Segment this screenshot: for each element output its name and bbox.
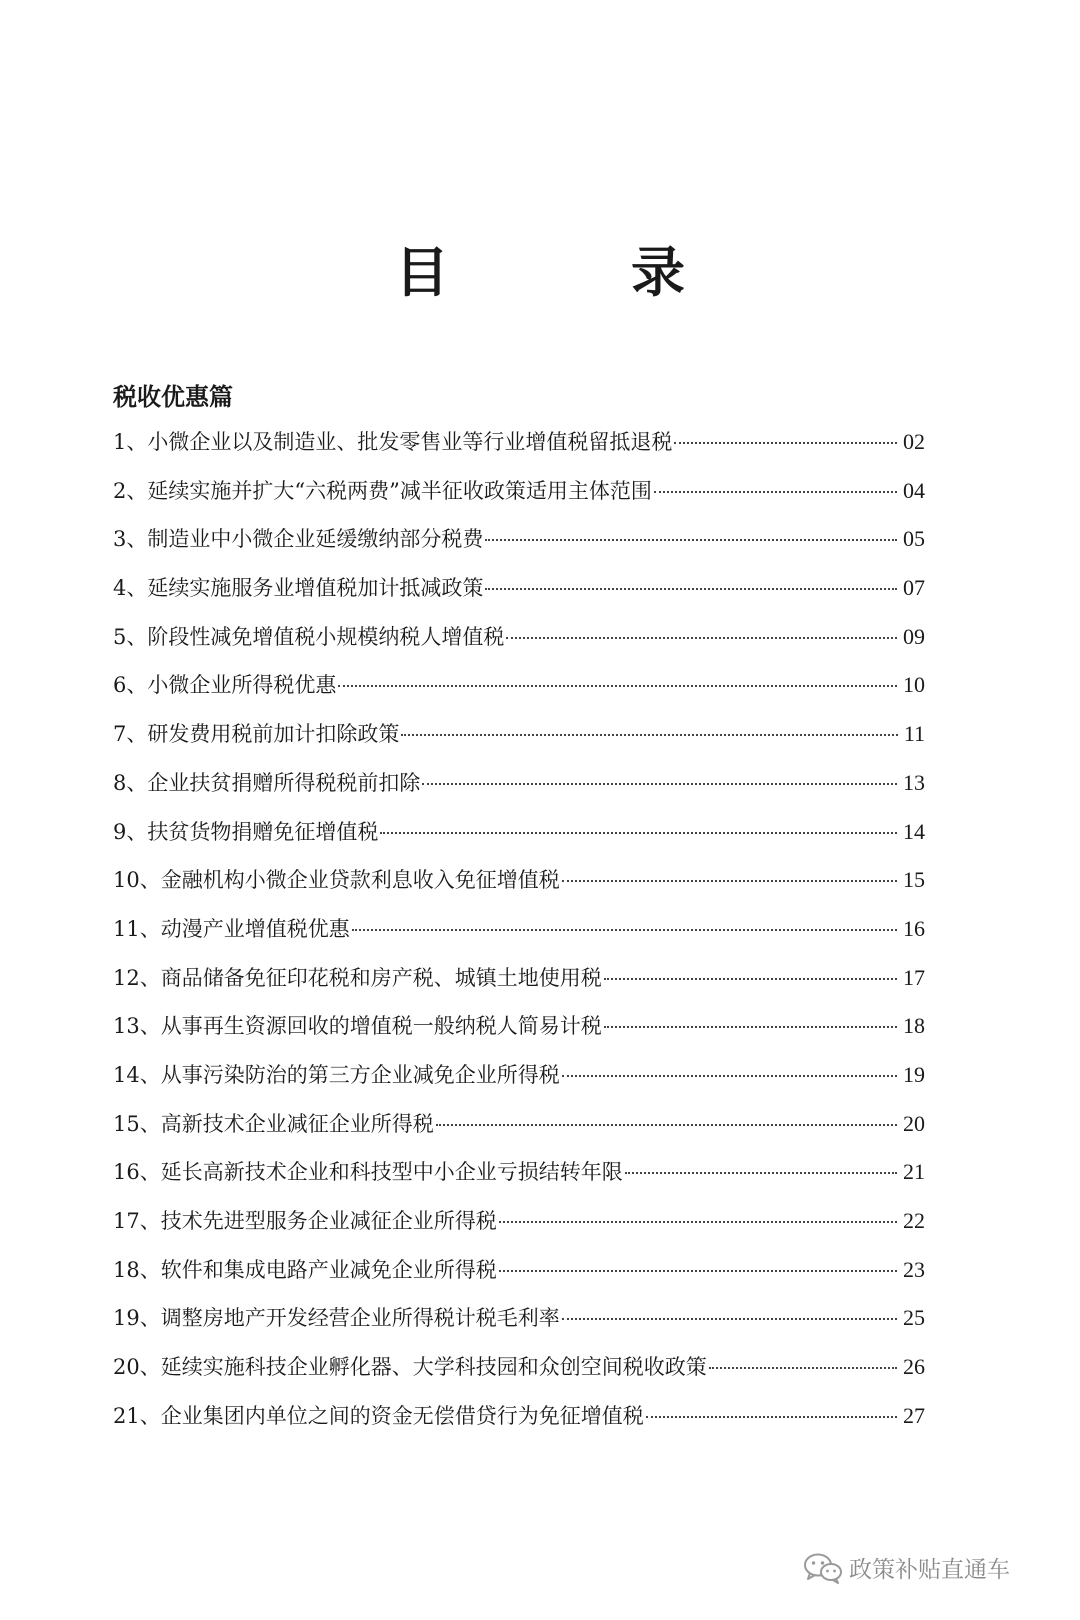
toc-entry-number: 9、 <box>113 819 148 844</box>
toc-entry-number: 5、 <box>113 624 148 649</box>
toc-entry-title: 动漫产业增值税优惠 <box>160 916 350 941</box>
toc-entry-title: 技术先进型服务企业减征企业所得税 <box>160 1209 497 1233</box>
toc-entry[interactable] <box>113 1005 925 1054</box>
dot-leader <box>401 734 897 736</box>
toc-entry[interactable] <box>113 1200 925 1249</box>
toc-entry-number: 6、 <box>113 673 148 698</box>
toc-entry-title: 从事再生资源回收的增值税一般纳税人简易计税 <box>160 1014 602 1039</box>
dot-leader <box>506 637 897 639</box>
toc-entry-page: 23 <box>903 1256 925 1282</box>
dot-leader <box>499 1270 897 1272</box>
toc-entry-page: 10 <box>903 672 925 698</box>
toc-entry[interactable] <box>113 421 925 470</box>
toc-entry-title: 从事污染防治的第三方企业减免企业所得税 <box>160 1062 560 1087</box>
toc-entry-title: 延续实施科技企业孵化器、大学科技园和众创空间税收政策 <box>160 1355 707 1380</box>
toc-entry-page: 11 <box>903 721 925 747</box>
dot-leader <box>562 1075 897 1077</box>
toc-entry-title: 高新技术企业减征企业所得税 <box>160 1111 434 1136</box>
toc-entry-title: 延续实施服务业增值税加计抵减政策 <box>147 576 484 601</box>
toc-entry-page: 13 <box>903 769 925 795</box>
toc-entry-number: 4、 <box>113 576 148 601</box>
toc-entry-number: 3、 <box>113 527 148 552</box>
toc-entry[interactable] <box>113 1103 925 1152</box>
dot-leader <box>562 1318 897 1320</box>
toc-entry-page: 19 <box>903 1061 925 1087</box>
dot-leader <box>485 588 897 590</box>
toc-entry-number: 11、 <box>113 916 161 941</box>
toc-entry[interactable] <box>113 908 925 957</box>
toc-entry-number: 15、 <box>113 1111 161 1136</box>
toc-entry-title: 软件和集成电路产业减免企业所得税 <box>160 1257 497 1282</box>
dot-leader <box>709 1367 897 1369</box>
toc-entry[interactable] <box>113 470 925 519</box>
toc-entry-page: 05 <box>903 526 925 552</box>
toc-entry[interactable] <box>113 664 925 713</box>
section-heading: 税收优惠篇 <box>113 383 233 411</box>
toc-entry-number: 14、 <box>113 1062 161 1087</box>
toc-entry-title: 调整房地产开发经营企业所得税计税毛利率 <box>160 1306 560 1331</box>
dot-leader <box>562 880 897 882</box>
toc-entry-page: 20 <box>903 1110 925 1136</box>
toc-entry[interactable] <box>113 713 925 762</box>
dot-leader <box>352 929 897 931</box>
toc-entry-number: 12、 <box>113 965 161 990</box>
toc-entry-title: 延长高新技术企业和科技型中小企业亏损结转年限 <box>160 1160 623 1185</box>
dot-leader <box>338 685 897 687</box>
toc-entry-number: 8、 <box>113 770 148 795</box>
dot-leader <box>654 491 897 493</box>
toc-entry[interactable] <box>113 1151 925 1200</box>
toc-entry-page: 04 <box>903 477 925 503</box>
toc-entry-title: 商品储备免征印花税和房产税、城镇土地使用税 <box>160 965 602 990</box>
toc-entry[interactable] <box>113 1346 925 1395</box>
toc-entry-title: 研发费用税前加计扣除政策 <box>147 722 400 747</box>
dot-leader <box>436 1124 897 1126</box>
toc-entry[interactable] <box>113 1297 925 1346</box>
toc-entry-page: 27 <box>903 1402 925 1428</box>
toc-entry[interactable] <box>113 1395 925 1444</box>
toc-entry-page: 16 <box>903 915 925 941</box>
toc-entry-page: 09 <box>903 623 925 649</box>
toc-entry-page: 07 <box>903 575 925 601</box>
toc-entry-page: 22 <box>903 1208 925 1233</box>
toc-entry-number: 21、 <box>113 1403 161 1428</box>
toc-entry-title: 阶段性减免增值税小规模纳税人增值税 <box>147 624 505 649</box>
toc-entry-title: 小微企业以及制造业、批发零售业等行业增值税留抵退税 <box>147 430 673 454</box>
toc-entry-title: 企业集团内单位之间的资金无偿借贷行为免征增值税 <box>160 1403 644 1428</box>
toc-entry[interactable] <box>113 1249 925 1298</box>
dot-leader <box>380 832 897 834</box>
toc-entry-page: 26 <box>903 1354 925 1380</box>
toc-entry-title: 扶贫货物捐赠免征增值税 <box>147 819 379 844</box>
toc-entry[interactable] <box>113 762 925 811</box>
toc-entry-title: 企业扶贫捐赠所得税税前扣除 <box>147 770 421 795</box>
page-title: 目 录 <box>395 240 749 304</box>
wechat-icon <box>803 1552 843 1584</box>
toc-entry-number: 1、 <box>113 430 148 454</box>
toc-entry-page: 17 <box>903 964 925 990</box>
toc-entry[interactable] <box>113 957 925 1006</box>
toc-entry-page: 25 <box>903 1305 925 1331</box>
table-of-contents <box>113 421 925 1443</box>
toc-entry-title: 小微企业所得税优惠 <box>147 673 337 698</box>
toc-entry-number: 18、 <box>113 1257 161 1282</box>
dot-leader <box>674 442 897 444</box>
dot-leader <box>604 1026 897 1028</box>
watermark-label: 政策补贴直通车 <box>849 1557 1010 1583</box>
toc-entry-title: 制造业中小微企业延缓缴纳部分税费 <box>147 527 484 552</box>
toc-entry-number: 7、 <box>113 722 148 747</box>
dot-leader <box>646 1416 897 1418</box>
toc-entry-number: 2、 <box>113 478 148 503</box>
toc-entry-number: 20、 <box>113 1355 161 1380</box>
toc-entry-number: 19、 <box>113 1306 161 1331</box>
toc-entry[interactable] <box>113 518 925 567</box>
toc-entry-number: 17、 <box>113 1209 161 1233</box>
toc-entry-title: 金融机构小微企业贷款利息收入免征增值税 <box>160 868 560 893</box>
toc-entry-page: 18 <box>903 1013 925 1039</box>
toc-entry-page: 14 <box>903 818 925 844</box>
toc-entry-title: 延续实施并扩大“六税两费”减半征收政策适用主体范围 <box>147 478 652 503</box>
toc-entry-page: 15 <box>903 867 925 893</box>
toc-entry-page: 21 <box>903 1159 925 1185</box>
toc-entry[interactable] <box>113 567 925 616</box>
dot-leader <box>485 539 897 541</box>
watermark <box>803 1551 1010 1584</box>
toc-entry-page: 02 <box>903 429 925 454</box>
dot-leader <box>625 1172 897 1174</box>
dot-leader <box>499 1221 897 1223</box>
toc-entry-number: 16、 <box>113 1160 161 1185</box>
dot-leader <box>604 978 897 980</box>
toc-entry[interactable] <box>113 859 925 908</box>
toc-entry-number: 13、 <box>113 1014 161 1039</box>
toc-entry-number: 10、 <box>113 868 161 893</box>
toc-entry[interactable] <box>113 616 925 665</box>
toc-entry[interactable] <box>113 811 925 860</box>
dot-leader <box>422 783 897 785</box>
toc-entry[interactable] <box>113 1054 925 1103</box>
